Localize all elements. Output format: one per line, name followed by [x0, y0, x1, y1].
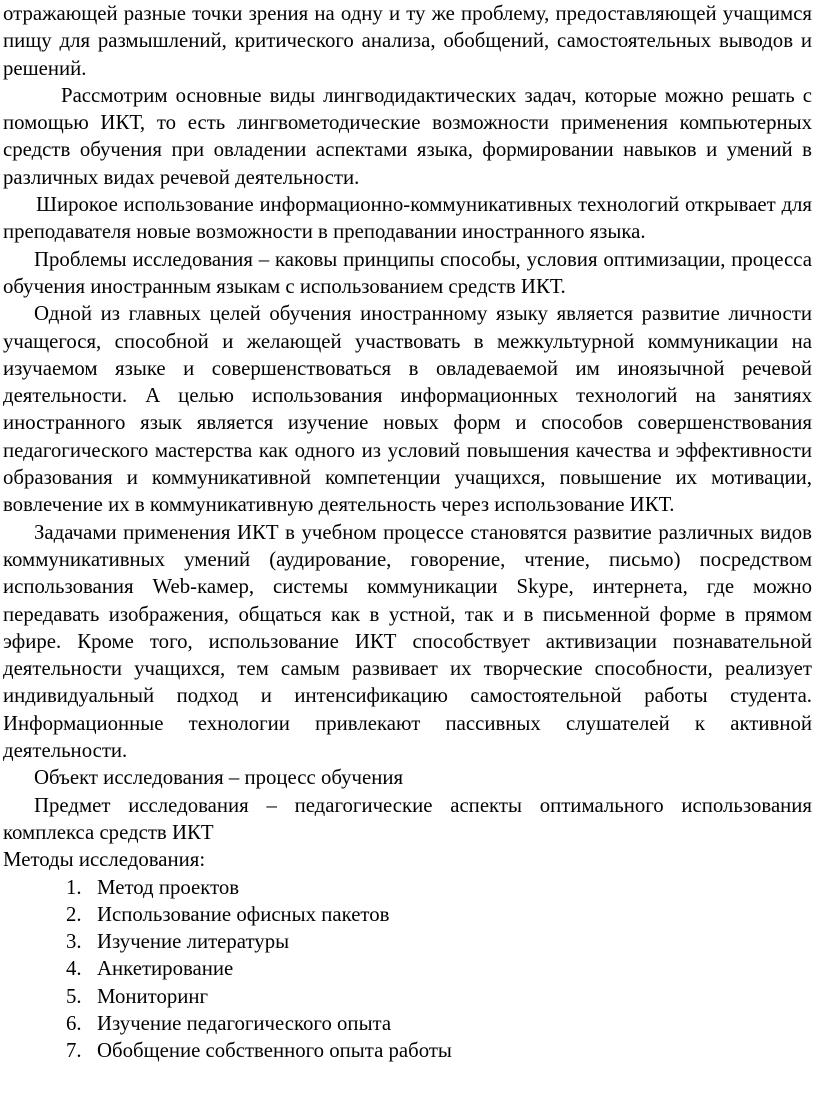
list-item: 3. Изучение литературы: [66, 930, 290, 954]
list-item: 7. Обобщение собственного опыта работы: [66, 1039, 452, 1063]
paragraph-ict-opportunities: Широкое использование информационно-коммуникативных технологий открывает для преподавателя новые возможности в преподавании иностранного языка.: [3, 193, 812, 244]
paragraph-intro-continuation: отражающей разные точки зрения на одну и ту же проблему, предоставляющей учащимся пищу для размышлений, критического анализа, обобщений, самостоятельных выводов и решений.: [3, 2, 812, 80]
paragraph-methods-heading: Методы исследования:: [3, 848, 206, 872]
paragraph-ict-tasks: Задачами применения ИКТ в учебном процессе становятся развитие различных видов коммуникативных умений (аудирование, говорение, чтение, письмо) посредством использования Web-камер, системы коммуникации Skype, интернета, где можно передавать изображения, общаться как в устной, так и в письменной форме в прямом эфире. Кроме того, использование ИКТ способствует активизации познавательной деятельности учащихся, тем самым развивает их творческие способности, реализует индивидуальный подход и интенсификацию самостоятельной работы студента. Информационные технологии привлекают пассивных слушателей к активной деятельности.: [3, 520, 812, 763]
paragraph-research-object: Объект исследования – процесс обучения: [34, 766, 404, 790]
list-item: 2. Использование офисных пакетов: [66, 902, 390, 926]
paragraph-linguodidactic-tasks: Рассмотрим основные виды лингводидактических задач, которые можно решать с помощью ИКТ, то есть лингвометодические возможности применения компьютерных средств обучения при овладении аспектами языка, формировании навыков и умений в различных видах речевой деятельности.: [3, 83, 812, 189]
paragraph-research-problems: Проблемы исследования – каковы принципы способы, условия оптимизации, процесса обучения иностранным языкам с использованием средств ИКТ.: [3, 247, 812, 298]
list-item: 1. Метод проектов: [66, 875, 240, 899]
paragraph-research-subject: Предмет исследования – педагогические аспекты оптимального использования комплекса средств ИКТ: [3, 793, 812, 844]
paragraph-main-goals: Одной из главных целей обучения иностранному языку является развитие личности учащегося, способной и желающей участвовать в межкультурной коммуникации на изучаемом языке и совершенствоваться в овладеваемой им иноязычной речевой деятельности. А целью использования информационных технологий на занятиях иностранного язык является изучение новых форм и способов совершенствования педагогического мастерства как одного из условий повышения качества и эффективности образования и коммуникативной компетенции учащихся, повышение их мотивации, вовлечение их в коммуникативную деятельность через использование ИКТ.: [3, 302, 812, 517]
methods-list: [3, 874, 812, 1065]
list-item: 4. Анкетирование: [66, 957, 234, 981]
list-item: 5. Мониторинг: [66, 984, 209, 1008]
list-item: 6. Изучение педагогического опыта: [66, 1011, 392, 1035]
